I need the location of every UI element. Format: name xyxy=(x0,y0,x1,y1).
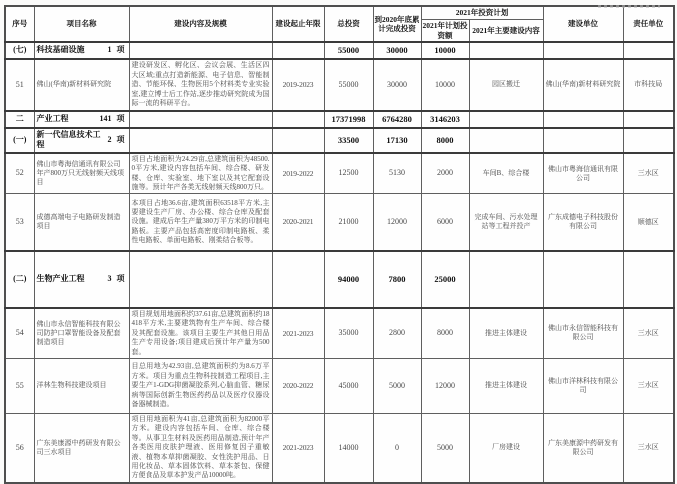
table-header xyxy=(5,6,674,42)
cell-no: 二 xyxy=(5,111,34,128)
section-count-unit: 项 xyxy=(116,135,125,145)
cell-resp: 市科技局 xyxy=(623,59,674,111)
cell-name xyxy=(34,128,129,153)
cell-content xyxy=(129,111,272,128)
cell-total: 14000 xyxy=(324,413,373,482)
cropped-text-remnant xyxy=(598,5,660,8)
cell-total: 17371998 xyxy=(324,111,373,128)
section-title: 新一代信息技术工程 xyxy=(36,130,101,150)
cell-done: 12000 xyxy=(373,194,421,251)
cell-no: (二) xyxy=(5,251,34,308)
section-project-count xyxy=(108,274,127,284)
cell-plan: 2000 xyxy=(421,153,469,194)
cell-plan-content xyxy=(469,251,543,308)
cell-no: (七) xyxy=(5,42,34,59)
cell-plan-content xyxy=(469,111,543,128)
cell-years: 2020-2022 xyxy=(272,358,324,413)
section-count-unit: 项 xyxy=(116,274,125,284)
cell-content: 目总用地为42.93亩,总建筑面积约为8.6万平方米。项目为重点生物科技制造工程项目,主要生产1-GDG抑菌凝胶系列,心脑血管、糖尿病等国际创新生物医药药品以及医疗仪器设备器械制造。 xyxy=(129,358,272,413)
cell-content xyxy=(129,251,272,308)
table-row xyxy=(5,308,674,359)
cell-done: 30000 xyxy=(373,59,421,111)
section-title: 生物产业工程 xyxy=(36,274,85,284)
cell-resp xyxy=(623,128,674,153)
cell-build: 广东成德电子科技股份有限公司 xyxy=(543,194,623,251)
cell-content: 项目占地面积为24.29亩,总建筑面积为48500.0平方米,建设内容包括车间、综合楼、研发楼、仓库、实验室、地下室以及其它配套设施等。预计年产各类无线射频天线800万只。 xyxy=(129,153,272,194)
cell-build: 佛山市粤海信通讯有限公司 xyxy=(543,153,623,194)
section-row xyxy=(5,42,674,59)
cell-content xyxy=(129,128,272,153)
cell-total: 94000 xyxy=(324,251,373,308)
cell-resp: 三水区 xyxy=(623,413,674,482)
section-title: 科技基础设施 xyxy=(36,45,85,55)
cell-plan-content xyxy=(469,128,543,153)
cell-plan: 25000 xyxy=(421,251,469,308)
cell-plan-content: 推进主体建设 xyxy=(469,308,543,359)
cell-years: 2021-2023 xyxy=(272,413,324,482)
cell-plan-content: 完成车间、污水处理站等工程并投产 xyxy=(469,194,543,251)
cell-content: 项目规划用地面积约37.61亩,总建筑面积约18418平方米,主要建筑物有生产车间、综合楼及其配套设施。该项目主要生产其他日用品生产专用设备;项目建成后预计年产量为500套。 xyxy=(129,308,272,359)
cell-resp xyxy=(623,42,674,59)
cell-total: 35000 xyxy=(324,308,373,359)
section-count-unit: 项 xyxy=(116,45,125,55)
cell-name xyxy=(34,42,129,59)
cell-years xyxy=(272,42,324,59)
cell-done: 5130 xyxy=(373,153,421,194)
cell-plan: 3146203 xyxy=(421,111,469,128)
cell-total: 55000 xyxy=(324,59,373,111)
cell-name: 佛山市粤海信通讯有限公司年产800万只无线射频天线项目 xyxy=(34,153,129,194)
cell-total: 45000 xyxy=(324,358,373,413)
cell-build xyxy=(543,128,623,153)
cell-name: 洋林生物科技建设项目 xyxy=(34,358,129,413)
cell-total: 55000 xyxy=(324,42,373,59)
table-row xyxy=(5,194,674,251)
header-row-1 xyxy=(5,6,674,20)
cell-resp xyxy=(623,111,674,128)
table-row xyxy=(5,153,674,194)
cell-done: 7800 xyxy=(373,251,421,308)
cell-no: (一) xyxy=(5,128,34,153)
cell-plan-content: 车间B、综合楼 xyxy=(469,153,543,194)
cell-years xyxy=(272,251,324,308)
cell-content: 建设研发区、孵化区、会议会展、生活区四大区域;重点打造新能源、电子信息、智能制造、节能环保、生物医用5个材料类专业实验室,建立博士后工作站,逐步推动研究院成为国际一流的科研平台。 xyxy=(129,59,272,111)
cell-years xyxy=(272,128,324,153)
cell-no: 55 xyxy=(5,358,34,413)
cell-name: 成德高端电子电路研发制造项目 xyxy=(34,194,129,251)
cell-build: 佛山(华南)新材料研究院 xyxy=(543,59,623,111)
cell-done: 5000 xyxy=(373,358,421,413)
cell-resp xyxy=(623,251,674,308)
cell-build: 广东美康源中药研发有限公司 xyxy=(543,413,623,482)
cell-resp: 顺德区 xyxy=(623,194,674,251)
document-page xyxy=(0,5,677,480)
table-row xyxy=(5,59,674,111)
cell-plan: 10000 xyxy=(421,42,469,59)
cell-build xyxy=(543,251,623,308)
section-count-value: 141 xyxy=(99,114,112,124)
section-project-count xyxy=(108,45,127,55)
projects-table xyxy=(4,5,675,484)
section-count-unit: 项 xyxy=(116,114,125,124)
cell-done: 30000 xyxy=(373,42,421,59)
cell-content xyxy=(129,42,272,59)
cell-total: 12500 xyxy=(324,153,373,194)
cell-plan: 10000 xyxy=(421,59,469,111)
cell-resp: 三水区 xyxy=(623,358,674,413)
col-header-build-unit: 建设单位 xyxy=(543,6,623,42)
cell-resp: 三水区 xyxy=(623,153,674,194)
section-count-value: 2 xyxy=(107,135,112,145)
table-row xyxy=(5,358,674,413)
section-count-value: 1 xyxy=(107,45,112,55)
cell-no: 53 xyxy=(5,194,34,251)
cell-no: 56 xyxy=(5,413,34,482)
cell-name xyxy=(34,111,129,128)
col-header-years: 建设起止年限 xyxy=(272,6,324,42)
cell-years: 2019-2022 xyxy=(272,153,324,194)
cell-total: 21000 xyxy=(324,194,373,251)
cell-plan: 6000 xyxy=(421,194,469,251)
cell-build: 佛山市永信智能科技有限公司 xyxy=(543,308,623,359)
section-title: 产业工程 xyxy=(36,114,69,124)
col-header-no: 序号 xyxy=(5,6,34,42)
cell-build xyxy=(543,42,623,59)
cell-plan: 8000 xyxy=(421,128,469,153)
col-header-resp-unit: 责任单位 xyxy=(623,6,674,42)
section-project-count xyxy=(100,114,127,124)
cell-plan-content xyxy=(469,42,543,59)
cell-done: 2800 xyxy=(373,308,421,359)
cell-plan-content: 园区搬迁 xyxy=(469,59,543,111)
cell-resp: 三水区 xyxy=(623,308,674,359)
cell-done: 17130 xyxy=(373,128,421,153)
cell-years: 2020-2021 xyxy=(272,194,324,251)
cell-plan: 5000 xyxy=(421,413,469,482)
cell-done: 6764280 xyxy=(373,111,421,128)
cell-years: 2019-2023 xyxy=(272,59,324,111)
section-row xyxy=(5,251,674,308)
col-header-done-2020: 到2020年底累计完成投资 xyxy=(373,6,421,42)
cell-years: 2021-2023 xyxy=(272,308,324,359)
table-body xyxy=(5,42,674,483)
cell-plan-content: 厂房建设 xyxy=(469,413,543,482)
cell-no: 54 xyxy=(5,308,34,359)
cell-total: 33500 xyxy=(324,128,373,153)
cell-content: 本项目占地36.6亩,建筑面积63518平方米,主要建设生产厂房、办公楼、综合仓库及配套设施。建成后年生产量380万平方米的印制电路板。主要产品包括高密度印制电路板、柔性电路板、单面电路板、刚柔结合板等。 xyxy=(129,194,272,251)
cell-plan: 12000 xyxy=(421,358,469,413)
table-row xyxy=(5,413,674,482)
cell-no: 51 xyxy=(5,59,34,111)
cell-content: 项目用地面积为41亩,总建筑面积为82000平方米。建设内容包括车间、仓库、综合楼等。从事卫生材料及医药用品制造,预计年产各类医用皮肤护理液、医用修复因子重敏液、植物本草抑菌凝胶、女性洗护用品、日用化妆品、草本固体饮料、草本茶包、保健方便食品及草本护发产品10000吨。 xyxy=(129,413,272,482)
col-header-plan-2021-content: 2021年主要建设内容 xyxy=(469,20,543,43)
cell-name: 佛山市永信智能科技有限公司防护口罩智能设备及配套制造项目 xyxy=(34,308,129,359)
col-header-project-name: 项目名称 xyxy=(34,6,129,42)
section-row xyxy=(5,111,674,128)
col-header-content: 建设内容及规模 xyxy=(129,6,272,42)
cell-years xyxy=(272,111,324,128)
col-header-plan-2021-group: 2021年投资计划 xyxy=(421,6,543,20)
cell-name xyxy=(34,251,129,308)
col-header-total-investment: 总投资 xyxy=(324,6,373,42)
cell-build xyxy=(543,111,623,128)
cell-build: 佛山市洋林科技有限公司 xyxy=(543,358,623,413)
cell-name: 佛山(华南)新材料研究院 xyxy=(34,59,129,111)
col-header-plan-2021-amount: 2021年计划投资额 xyxy=(421,20,469,43)
cell-no: 52 xyxy=(5,153,34,194)
cell-done: 0 xyxy=(373,413,421,482)
section-count-value: 3 xyxy=(107,274,112,284)
cell-plan-content: 推进主体建设 xyxy=(469,358,543,413)
cell-plan: 8000 xyxy=(421,308,469,359)
section-project-count xyxy=(108,135,127,145)
section-row xyxy=(5,128,674,153)
cell-name: 广东美康源中药研发有限公司三水项目 xyxy=(34,413,129,482)
